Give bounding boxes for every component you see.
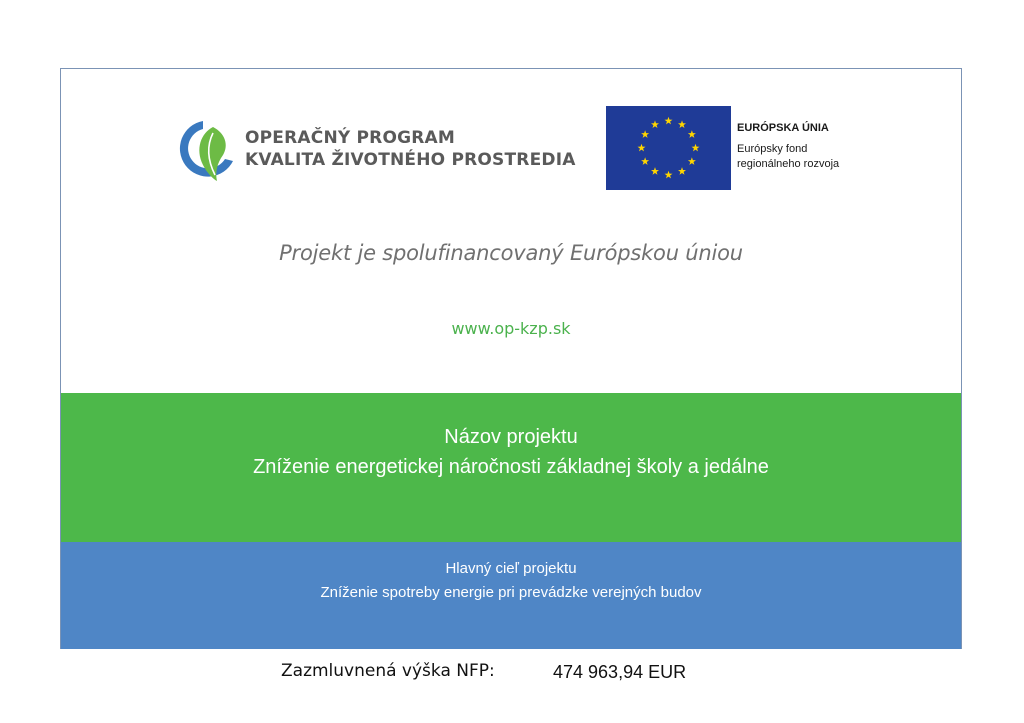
project-name-band: [61, 393, 961, 542]
operational-program-name: [245, 127, 576, 171]
eu-flag-icon: [606, 106, 731, 190]
eu-fund-line1: Európsky fond: [737, 143, 808, 155]
op-name-line2: KVALITA ŽIVOTNÉHO PROSTREDIA: [245, 150, 576, 170]
website-link[interactable]: www.op-kzp.sk: [451, 319, 571, 338]
leaf-circle-logo: [173, 115, 237, 185]
project-board: [60, 68, 962, 649]
project-name: Zníženie energetickej náročnosti základnej školy a jedálne: [253, 456, 769, 478]
project-goal-band: [61, 542, 961, 649]
eu-fund-text: [737, 121, 839, 172]
eu-title: EURÓPSKA ÚNIA: [737, 122, 829, 134]
project-goal-label: Hlavný cieľ projektu: [445, 560, 577, 577]
logos-header: [61, 69, 961, 239]
nfp-label: Zazmluvnená výška NFP:: [281, 661, 495, 681]
eu-fund-line2: regionálneho rozvoja: [737, 158, 840, 170]
project-goal: Zníženie spotreby energie pri prevádzke verejných budov: [320, 584, 702, 601]
cofinanced-statement: Projekt je spolufinancovaný Európskou úniou: [279, 241, 743, 265]
nfp-value: 474 963,94 EUR: [553, 662, 687, 682]
project-name-label: Názov projektu: [444, 426, 578, 448]
op-name-line1: OPERAČNÝ PROGRAM: [245, 128, 456, 148]
